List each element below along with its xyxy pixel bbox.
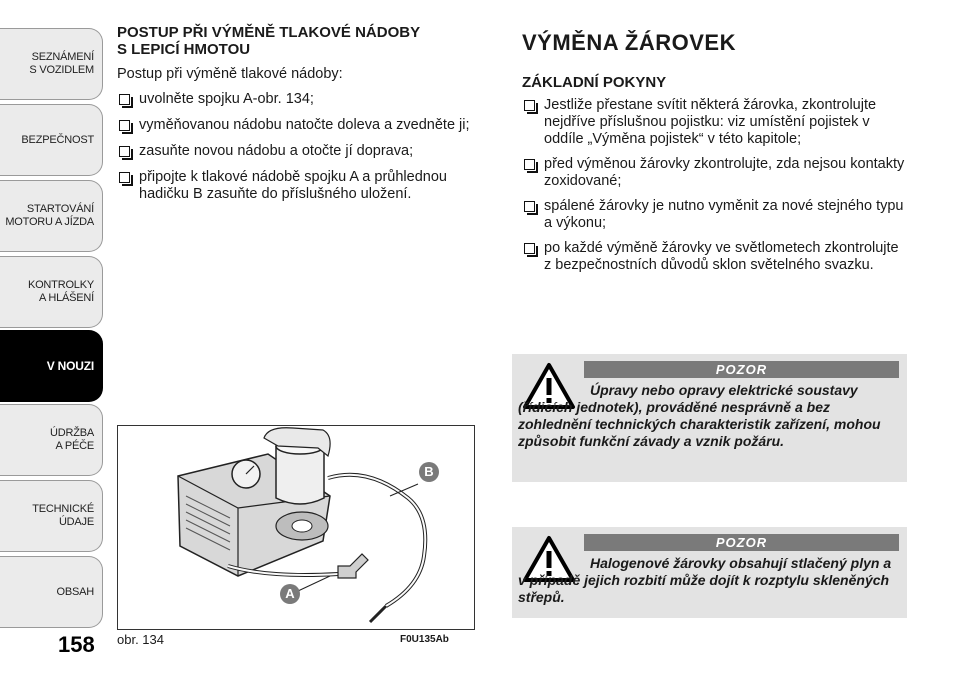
checkbox-bullet-icon — [524, 159, 535, 170]
tab-v-nouzi[interactable] — [0, 330, 103, 402]
list-item-text: spálené žárovky je nutno vyměnit za nové stejného typu a výkonu; — [544, 198, 904, 231]
label-a-text: A — [285, 586, 295, 601]
list-item-text: po každé výměně žárovky ve světlometech zkontrolujte z bezpečnostních důvodů sklon světelného svazku. — [544, 240, 899, 273]
warning-text: Halogenové žárovky obsahují stlačený plyn a v případě jejich rozbití může dojít k rozptylu skleněných střepů. — [518, 555, 892, 605]
tab-technicke[interactable] — [0, 480, 103, 552]
subsection-title: ZÁKLADNÍ POKYNY — [522, 74, 667, 91]
section-title: VÝMĚNA ŽÁROVEK — [522, 30, 736, 55]
tab-label: SEZNÁMENÍ S VOZIDLEM — [29, 51, 94, 76]
warning-box — [512, 527, 907, 618]
procedure-title: POSTUP PŘI VÝMĚNĚ TLAKOVÉ NÁDOBY S LEPICÍ HMOTOU — [117, 24, 421, 58]
tab-label: BEZPEČNOST — [21, 133, 94, 146]
checkbox-bullet-icon — [119, 120, 130, 131]
list-item — [117, 91, 497, 108]
warning-label: POZOR — [584, 361, 899, 378]
list-item-text: připojte k tlakové nádobě spojku A a průhlednou hadičku B zasuňte do příslušného uložení. — [139, 169, 447, 202]
warning-text: Úpravy nebo opravy elektrické soustavy (řídicích jednotek), prováděné nesprávně a bez zohlednění technických charakteristik zařízení, mohou způsobit funkční závady a vznik požáru. — [518, 382, 881, 449]
tab-label: ÚDRŽBA A PÉČE — [49, 427, 94, 452]
list-item — [522, 198, 907, 232]
list-item-text: před výměnou žárovky zkontrolujte, zda nejsou kontakty zoxidované; — [544, 156, 905, 189]
procedure-intro: Postup při výměně tlakové nádoby: — [117, 66, 343, 82]
tab-bezpecnost[interactable] — [0, 104, 103, 176]
checkbox-bullet-icon — [524, 201, 535, 212]
warning-label: POZOR — [584, 534, 899, 551]
list-item-text: uvolněte spojku A-obr. 134; — [139, 91, 314, 107]
checkbox-bullet-icon — [119, 146, 130, 157]
tab-udrzba[interactable] — [0, 404, 103, 476]
right-column — [512, 24, 907, 282]
tab-label: TECHNICKÉ ÚDAJE — [32, 503, 94, 528]
list-item-text: vyměňovanou nádobu natočte doleva a zvedněte ji; — [139, 117, 470, 133]
tab-label: STARTOVÁNÍ MOTORU A JÍZDA — [5, 203, 94, 228]
page-number: 158 — [58, 632, 95, 657]
tab-obsah[interactable] — [0, 556, 103, 628]
list-item-text: Jestliže přestane svítit některá žárovka, zkontrolujte nejdříve příslušnou pojistku: viz umístění pojistek v oddíle „Výměna pojistek“ v této kapitole; — [544, 97, 877, 147]
bulb-guidelines — [522, 97, 907, 274]
list-item — [117, 117, 497, 134]
label-b-text: B — [424, 464, 434, 479]
label-a-badge — [280, 584, 300, 604]
list-item-text: zasuňte novou nádobu a otočte jí doprava; — [139, 143, 414, 159]
figure-code: F0U135Ab — [400, 634, 449, 645]
tab-label: KONTROLKY A HLÁŠENÍ — [27, 279, 94, 304]
chapter-tabs — [0, 0, 103, 640]
checkbox-bullet-icon — [119, 172, 130, 183]
checkbox-bullet-icon — [119, 94, 130, 105]
left-column — [117, 24, 497, 212]
list-item — [522, 156, 907, 190]
figure-compressor — [117, 425, 475, 630]
checkbox-bullet-icon — [524, 243, 535, 254]
procedure-steps — [117, 91, 497, 203]
warning-box — [512, 354, 907, 482]
list-item — [522, 97, 907, 148]
tab-label: OBSAH — [56, 585, 94, 598]
list-item — [117, 143, 497, 160]
tab-label: V NOUZI — [46, 358, 94, 373]
tab-kontrolky[interactable] — [0, 256, 103, 328]
list-item — [117, 169, 497, 203]
figure-caption: obr. 134 — [117, 632, 164, 647]
tab-startovani[interactable] — [0, 180, 103, 252]
tab-seznameni[interactable] — [0, 28, 103, 100]
checkbox-bullet-icon — [524, 100, 535, 111]
list-item — [522, 240, 907, 274]
label-b-badge — [419, 462, 439, 482]
